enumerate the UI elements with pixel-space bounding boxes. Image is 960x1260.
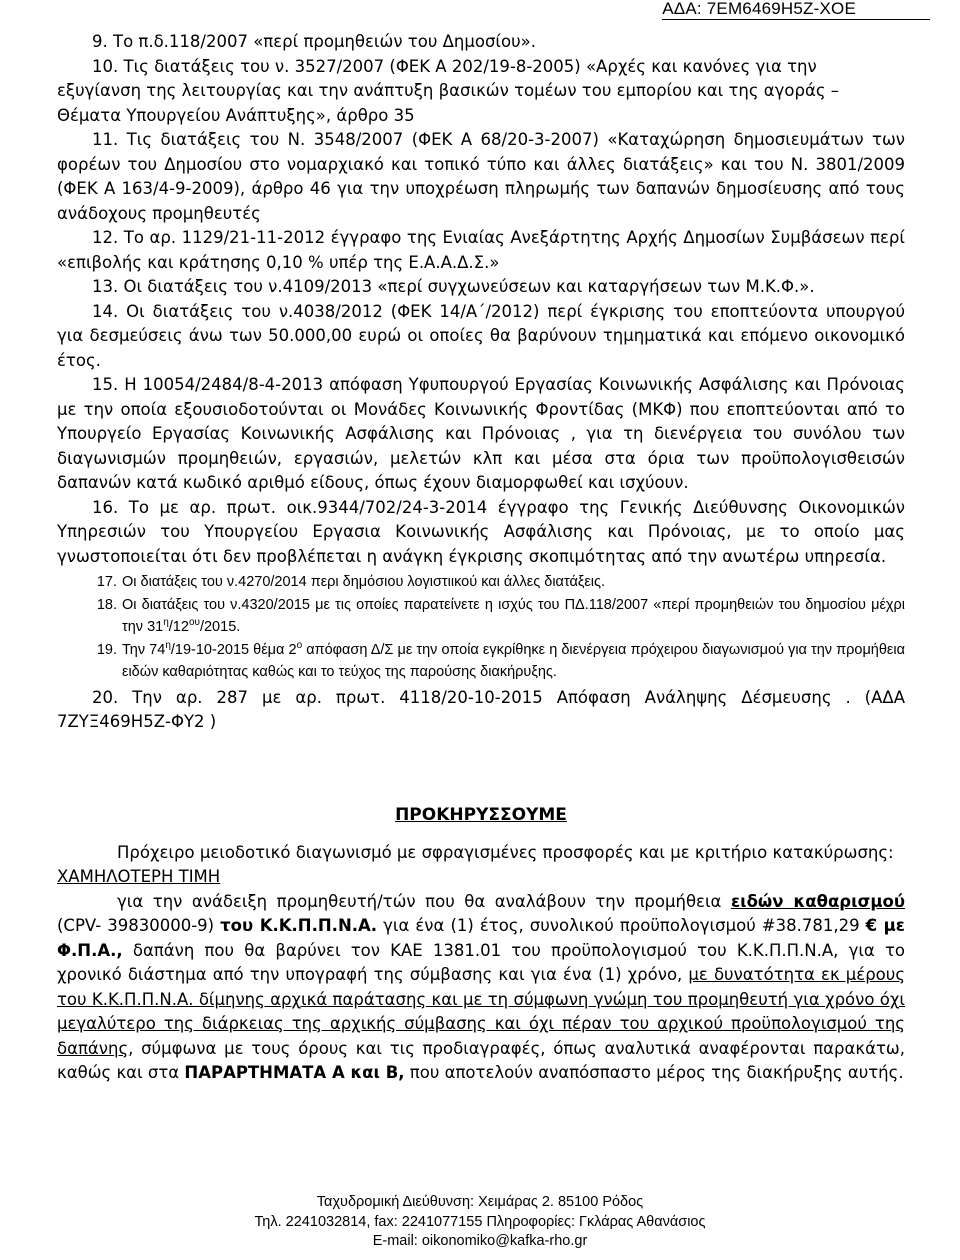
item-18-text-b: /12 — [168, 619, 189, 635]
item-18-sup: η — [163, 617, 169, 629]
item-19-text — [122, 639, 905, 684]
item-18-text-a: Οι διατάξεις του ν.4320/2015 με τις οποίες παρατείνετε η ισχύς του ΠΔ.118/2007 «περί προμηθειών του δημοσίου μέχρι την 31 — [122, 596, 905, 635]
ada-code: ΑΔΑ: 7ΕΜ6469Η5Ζ-ΧΟΕ — [662, 0, 856, 18]
document-body — [57, 30, 905, 1086]
footer — [0, 1193, 960, 1252]
award-criterion: ΧΑΜΗΛΟΤΕΡΗ ΤΙΜΗ — [57, 867, 221, 886]
item-13: 13. Οι διατάξεις του ν.4109/2013 «περί συγχωνεύσεων και καταργήσεων των Μ.Κ.Φ.». — [92, 277, 815, 296]
header-rule — [662, 19, 930, 20]
item-17-text: Οι διατάξεις του ν.4270/2014 περι δημόσιου λογιστιικού και άλλες διατάξεις. — [122, 574, 606, 590]
footer-contact: Τηλ. 2241032814, fax: 2241077155 Πληροφορίες: Γκλάρας Αθανάσιος — [254, 1213, 706, 1230]
proclamation-intro: Πρόχειρο μειοδοτικό διαγωνισμό με σφραγισμένες προσφορές και με κριτήριο κατακύρωσης: — [117, 842, 894, 862]
body-part-k: που αποτελούν αναπόσπαστο μέρος της διακήρυξης αυτής. — [404, 1063, 904, 1082]
item-11: 11. Τις διατάξεις του Ν. 3548/2007 (ΦΕΚ Α 68/20-3-2007) «Καταχώρηση δημοσιευμάτων των φορέων του Δημοσίου στο νομαρχιακό και τοπικό τύπο και άλλες διατάξεις» και του Ν. 3801/2009 (ΦΕΚ Α 163/4-9-2009), άρθρο 46 για την υποχρέωση πληρωμής των δαπανών δημοσίευσης από τους ανάδοχους προμηθευτές — [57, 130, 905, 223]
item-18-sup2: ου — [188, 617, 200, 629]
body-part-c: (CPV- 39830000-9) — [57, 916, 221, 935]
item-16: 16. Το με αρ. πρωτ. οικ.9344/702/24-3-2014 έγγραφο της Γενικής Διεύθυνσης Οικονομικών Υπηρεσιών του Υπουργείου Εργασια Κοινωνικής Ασφάλισης και Πρόνοιας, με το οποίο μας γνωστοποιείται ότι δεν προβλέπεται η ανάγκη έγκρισης σκοπιμότητας από την ανωτέρω υπηρεσία. — [57, 497, 905, 566]
body-part-a: για την ανάδειξη προμηθευτή/τών που θα αναλάβουν την προμήθεια — [117, 891, 731, 911]
footer-email: E-mail: oikonomiko@kafka-rho.gr — [372, 1233, 588, 1249]
item-19-sup2: ο — [296, 639, 303, 651]
item-18 — [57, 594, 905, 639]
body-part-h: με δυνατότητα εκ μέρους του Κ.Κ.Π.Π.Ν.Α. δίμηνης αρχικά παράτασης και με τη σύμφωνη γνώμη του προμηθευτή για χρόνο όχι μεγαλύτερο της διάρκειας της αρχικής σύμβασης και όχι πέραν του αρχικού προϋπολογισμού της δαπάνης — [57, 965, 905, 1058]
item-18-text — [122, 594, 905, 639]
small-items — [57, 571, 905, 684]
item-12: 12. Το αρ. 1129/21-11-2012 έγγραφο της Ενιαίας Ανεξάρτητης Αρχής Δημοσίων Συμβάσεων περί «επιβολής και κράτησης 0,10 % υπέρ της Ε.Α.Α.Δ.Σ.» — [57, 228, 905, 272]
item-15: 15. Η 10054/2484/8-4-2013 απόφαση Υφυπουργού Εργασίας Κοινωνικής Ασφάλισης και Πρόνοιας με την οποία εξουσιοδοτούνται οι Μονάδες Κοινωνικής Φροντίδας (ΜΚΦ) που εποπτεύονται από το Υπουργείο Εργασίας Κοινωνικής Ασφάλισης και Πρόνοιας , για τη διενέργεια του συνόλου των διαγωνισμών προμηθειών, εργασιών, μελετών κλπ και μέσα στα όρια των προϋπολογισθεισών δαπανών κατά κωδικό αριθμό είδους, όπως έχουν διαμορφωθεί και ισχύουν. — [57, 375, 905, 492]
item-20: 20. Την αρ. 287 με αρ. πρωτ. 4118/20-10-2015 Απόφαση Ανάληψης Δέσμευσης . (ΑΔΑ 7ΖΥΞ469Η5Ζ-ΦΥ2 ) — [57, 687, 905, 731]
item-10-line1: 10. Τις διατάξεις του ν. 3527/2007 (ΦΕΚ Α 202/19-8-2005) «Αρχές και κανόνες για την — [92, 56, 817, 76]
item-19-number: 19. — [96, 641, 117, 658]
proclamation-body — [57, 890, 905, 1086]
proclamation-title: ΠΡΟΚΗΡΥΣΣΟΥΜΕ — [395, 804, 567, 825]
item-19-sup: η — [165, 639, 171, 651]
item-9: 9. Το π.δ.118/2007 «περί προμηθειών του Δημοσίου». — [92, 32, 536, 51]
item-19-text-c: απόφαση Δ/Σ με την οποία εγκρίθηκε η διενέργεια πρόχειρου διαγωνισμού για την προμήθεια ειδών καθαριότητας καθώς και το τεύχος της παρούσης διακήρυξης. — [122, 641, 905, 680]
item-18-text-c: /2015. — [199, 619, 241, 635]
body-part-e: για ένα (1) έτος, συνολικού προϋπολογισμού #38.781,29 — [377, 916, 866, 935]
item-10-line2: εξυγίανση της λειτουργίας και την ανάπτυξη βασικών τομέων του εμπορίου και της αγοράς – — [57, 81, 840, 100]
item-14: 14. Οι διατάξεις του ν.4038/2012 (ΦΕΚ 14/Α΄/2012) περί έγκρισης του εποπτεύοντα υπουργού για δεσμεύσεις άνω των 50.000,00 ευρώ οι οποίες θα βαρύνουν τημηματικά και επόμενο οικονομικό έτος. — [57, 301, 905, 370]
footer-address: Ταχυδρομική Διεύθυνση: Χειμάρας 2. 85100 Ρόδος — [316, 1194, 644, 1210]
item-18-number: 18. — [96, 596, 117, 613]
body-part-d: του Κ.Κ.Π.Π.Ν.Α. — [220, 916, 378, 935]
body-part-i: , σύμφωνα με τους όρους και τις προδιαγραφές, όπως αναλυτικά αναφέρονται παρακάτω, καθώς και στα — [57, 1038, 905, 1082]
item-19 — [57, 639, 905, 684]
body-part-j: ΠΑΡΑΡΤΗΜΑΤΑ Α και Β, — [184, 1063, 405, 1082]
item-19-text-b: /19-10-2015 θέμα 2 — [170, 641, 297, 658]
item-10-line3: Θέματα Υπουργείου Ανάπτυξης», άρθρο 35 — [57, 105, 415, 125]
item-19-text-a: Την 74 — [122, 641, 166, 658]
item-17-number: 17. — [96, 574, 117, 590]
body-part-g: δαπάνη που θα βαρύνει τον ΚΑΕ 1381.01 του προϋπολογισμού του Κ.Κ.Π.Π.Ν.Α, για το χρονικό διάστημα από την υπογραφή της σύμβασης και για ένα (1) χρόνο, — [57, 940, 905, 984]
body-part-b: ειδών καθαρισμού — [730, 891, 905, 911]
body-part-f: € με Φ.Π.Α., — [57, 916, 905, 960]
item-17 — [57, 571, 905, 594]
